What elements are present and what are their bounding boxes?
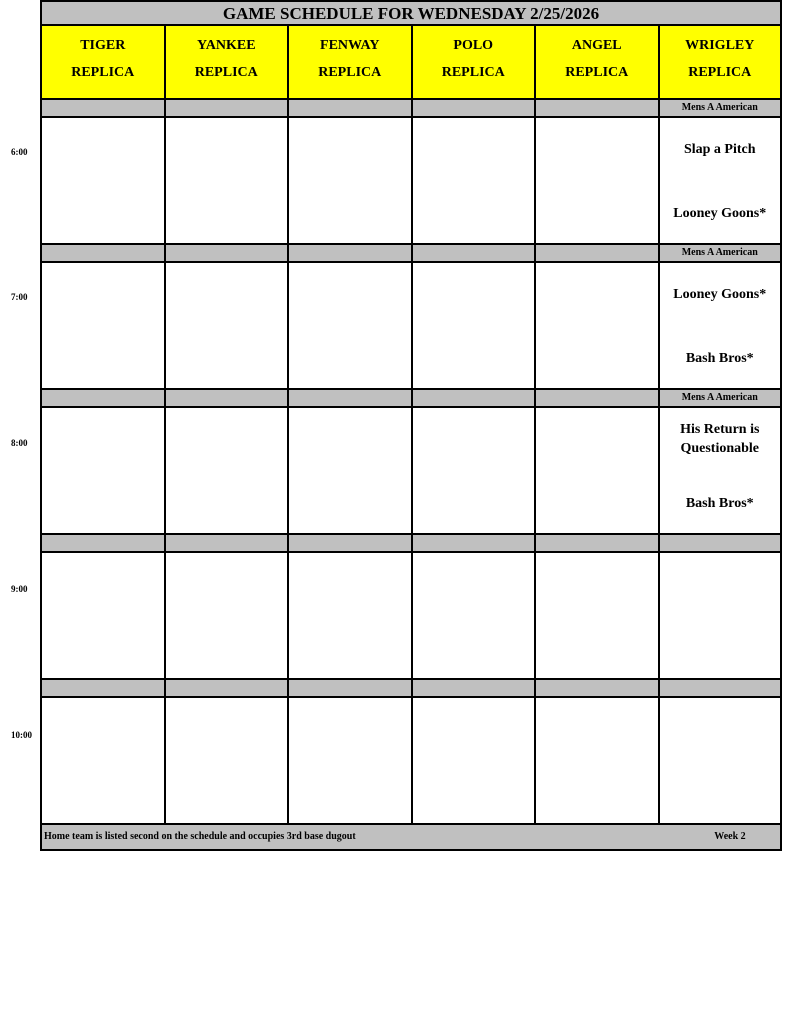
time-slot-row [42,553,780,680]
game-cell [660,118,781,243]
time-slot-row [42,263,780,390]
field-header-tiger: TIGER REPLICA [42,26,166,98]
time-slot-row [42,118,780,245]
schedule-title: GAME SCHEDULE FOR WEDNESDAY 2/25/2026 [42,0,780,26]
division-label: Mens A American [660,245,781,261]
field-header-row [42,26,780,100]
division-band [42,100,780,118]
division-label [660,680,781,696]
field-header-polo: POLO REPLICA [413,26,537,98]
division-label [660,535,781,551]
week-label: Week 2 [714,831,746,842]
division-band [42,535,780,553]
field-header-angel: ANGEL REPLICA [536,26,660,98]
home-team: Bash Bros* [685,496,754,511]
footer-note: Home team is listed second on the schedule and occupies 3rd base dugout [44,831,356,842]
division-label: Mens A American [660,100,781,116]
schedule-footer [42,825,780,849]
time-label-10: 10:00 [11,730,32,740]
time-slot-row [42,408,780,535]
time-label-6: 6:00 [11,147,28,157]
away-team: Looney Goons* [673,287,767,302]
home-team: Bash Bros* [685,351,754,366]
game-cell [660,698,781,823]
field-header-wrigley: WRIGLEY REPLICA [660,26,781,98]
game-cell [660,263,781,388]
home-team: Looney Goons* [673,206,767,221]
field-header-fenway: FENWAY REPLICA [289,26,413,98]
division-band [42,390,780,408]
time-slot-row [42,698,780,825]
game-cell [660,553,781,678]
division-band [42,245,780,263]
field-header-yankee: YANKEE REPLICA [166,26,290,98]
away-team: Slap a Pitch [683,142,756,157]
game-cell [660,408,781,533]
time-label-8: 8:00 [11,438,28,448]
division-band [42,680,780,698]
time-label-7: 7:00 [11,292,28,302]
away-team: His Return is Questionable [680,422,760,456]
time-label-9: 9:00 [11,584,28,594]
schedule-table [40,0,782,851]
division-label: Mens A American [660,390,781,406]
